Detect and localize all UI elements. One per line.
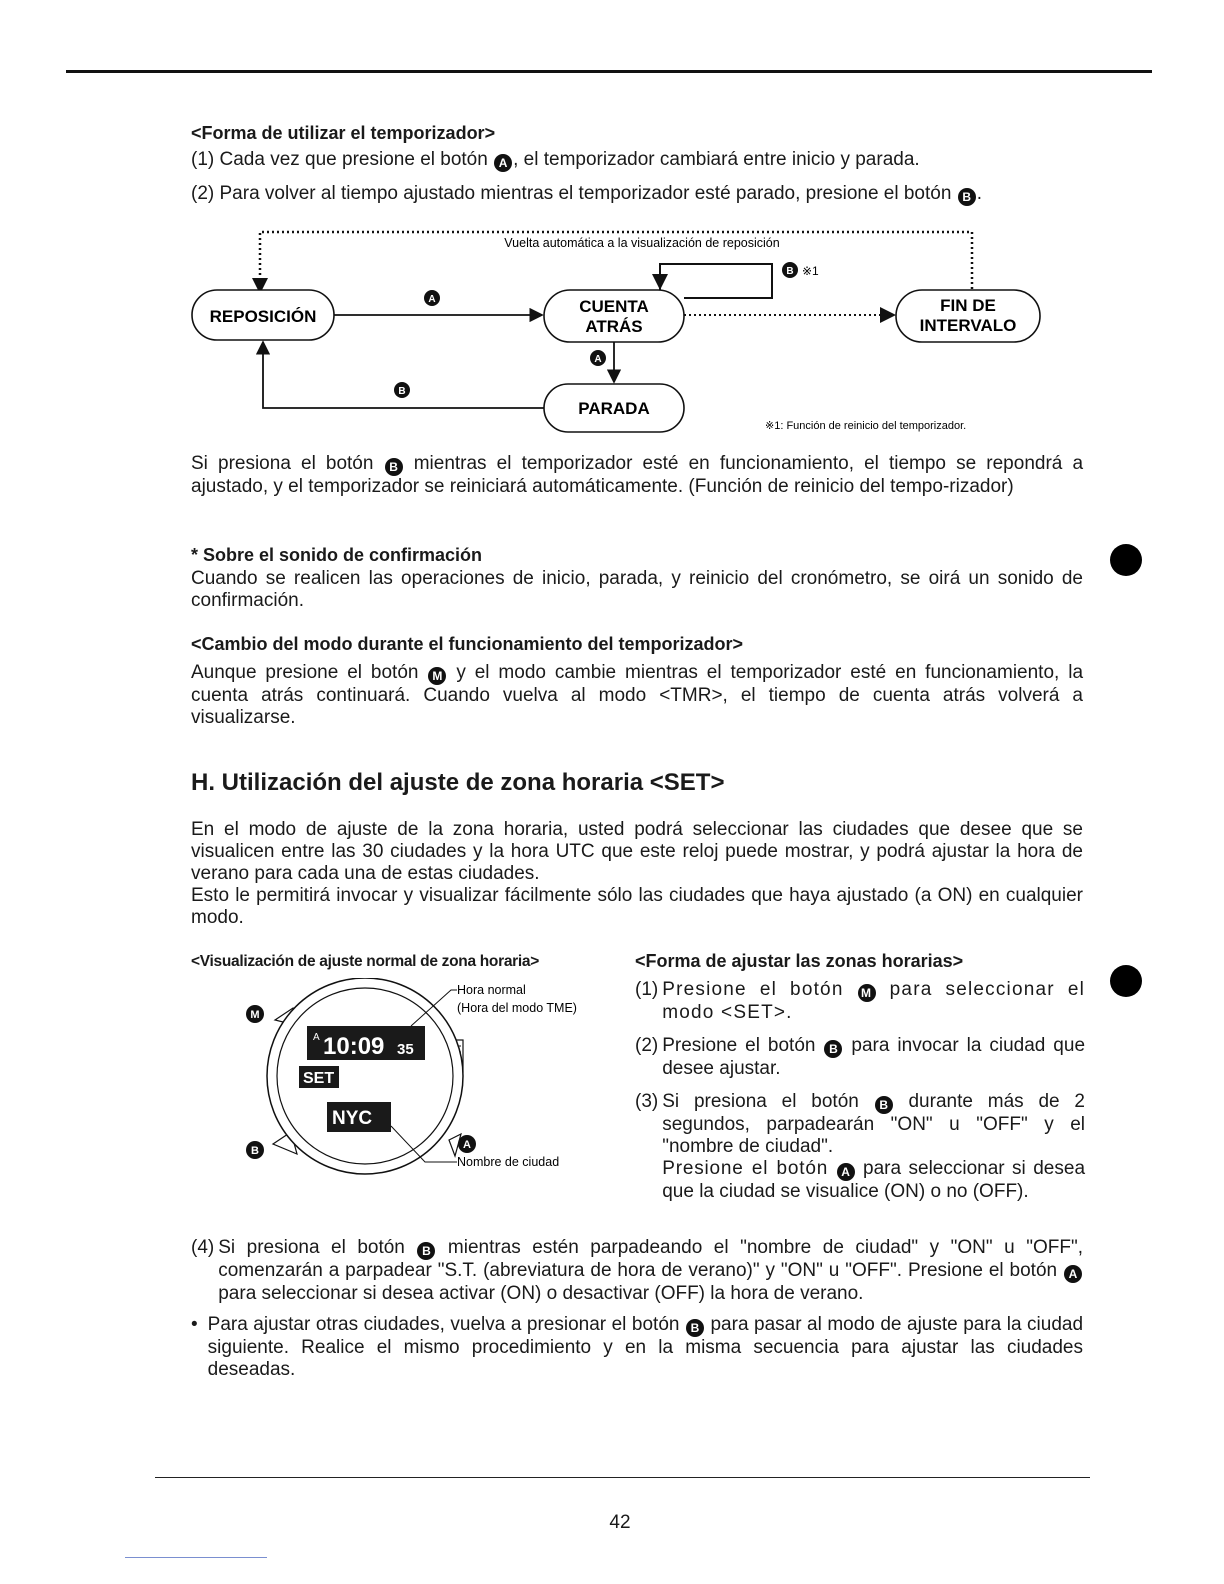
step-text <box>662 1091 1085 1203</box>
auto-return-label: Vuelta automática a la visualización de reposición <box>504 236 780 250</box>
button-b-icon: B <box>875 1096 893 1114</box>
button-a-icon: A <box>1064 1265 1082 1283</box>
step-3 <box>635 1091 1085 1203</box>
watch-button-m-label: M <box>250 1009 260 1021</box>
watch-button-a-label: A <box>463 1139 471 1151</box>
step-text-part: Presione el botón <box>662 1035 816 1056</box>
button-b-icon: B <box>385 458 403 476</box>
lcd-city: NYC <box>332 1108 373 1129</box>
button-b-icon: B <box>958 188 976 206</box>
confirm-sound-heading: * Sobre el sonido de confirmación <box>191 545 483 565</box>
para-text: Aunque presione el botón <box>191 662 419 683</box>
lcd-time: 10:09 <box>323 1033 385 1060</box>
lcd-prefix: A <box>313 1032 320 1043</box>
step-text <box>662 979 1085 1024</box>
step-text-part: para seleccionar si desea que la ciudad se visualice (ON) o no (OFF). <box>662 1158 1086 1202</box>
bullet-text <box>208 1314 1083 1381</box>
bullet-text-part: para pasar al modo de ajuste para la ciudad siguiente. Realice el mismo procedimiento y en la misma secuencia para ajustar las ciudades deseadas. <box>207 1314 1084 1380</box>
margin-dot-marker <box>1110 544 1142 576</box>
mode-change-text <box>191 662 1083 729</box>
step-number: (4) <box>191 1237 215 1258</box>
node-end-label-2: INTERVALO <box>919 316 1017 335</box>
flow-button-a-label: A <box>428 294 436 305</box>
step-4 <box>191 1237 1083 1305</box>
section-h-title: H. Utilización del ajuste de zona horaria <SET> <box>191 769 725 796</box>
item-text: (2) Para volver al tiempo ajustado mientras el temporizador esté parado, presione el botón <box>191 183 952 204</box>
step-text-part: para seleccionar si desea activar (ON) o desactivar (OFF) la hora de verano. <box>218 1283 864 1304</box>
node-countdown-label-1: CUENTA <box>579 297 649 316</box>
set-zones-heading: <Forma de ajustar las zonas horarias> <box>635 951 964 971</box>
para-text: Si presiona el botón <box>191 453 374 474</box>
bullet-text-part: Para ajustar otras ciudades, vuelva a presionar el botón <box>207 1314 680 1335</box>
para-text: mientras el temporizador esté en funcionamiento, el tiempo se repondrá a ajustado, y el temporizador se reiniciará automáticamente. (Función de reinicio del tempo-rizador) <box>191 453 1084 497</box>
step-text-part: Presione el botón <box>662 1158 829 1179</box>
button-b-icon: B <box>686 1319 704 1337</box>
step-text-part: Si presiona el botón <box>218 1237 405 1258</box>
button-a-icon: A <box>837 1163 855 1181</box>
restart-paragraph <box>191 453 1083 498</box>
node-countdown-label-2: ATRÁS <box>585 317 643 336</box>
item-text: . <box>976 183 982 204</box>
watch-heading: <Visualización de ajuste normal de zona horaria> <box>191 953 539 970</box>
timer-use-item-2 <box>191 183 1091 206</box>
step-text-part: mientras estén parpadeando el "nombre de ciudad" y "ON" u "OFF", comenzarán a parpadear "S.T. (abreviatura de hora de verano)" y "ON" u "OFF". Presione el botón <box>218 1237 1084 1281</box>
node-stop-label: PARADA <box>578 399 650 418</box>
step-number: (1) <box>635 979 659 1000</box>
watch-button-b-label: B <box>251 1145 259 1157</box>
bottom-link-line <box>125 1557 267 1558</box>
watch-illustration <box>235 978 615 1193</box>
step-text-part: Si presiona el botón <box>662 1091 859 1112</box>
button-m-icon: M <box>428 667 446 685</box>
mode-change-heading: <Cambio del modo durante el funcionamiento del temporizador> <box>191 634 744 654</box>
step-text <box>662 1035 1085 1080</box>
page-number: 42 <box>609 1512 631 1533</box>
other-cities-bullet <box>191 1314 1083 1381</box>
step-text-part: para seleccionar el modo <SET>. <box>662 979 1086 1023</box>
node-reset-label: REPOSICIÓN <box>209 307 317 326</box>
section-h-intro-2: Esto le permitirá invocar y visualizar fácilmente sólo las ciudades que haya ajustado (a ON) en cualquier modo. <box>191 885 1083 928</box>
step-number: (3) <box>635 1091 659 1112</box>
step-text-part: durante más de 2 segundos, parpadearán "ON" u "OFF" y el "nombre de ciudad". <box>662 1091 1085 1157</box>
timer-use-item-1 <box>191 149 1091 172</box>
button-b-icon: B <box>417 1242 435 1260</box>
lcd-seconds: 35 <box>397 1041 414 1058</box>
flow-button-b-reset-label: B <box>398 386 406 397</box>
label-normal-time: Hora normal <box>457 983 526 997</box>
timer-flow-diagram <box>180 222 1060 437</box>
bullet-mark: • <box>191 1314 198 1335</box>
confirm-sound-text: Cuando se realicen las operaciones de inicio, parada, y reinicio del cronómetro, se oirá un sonido de confirmación. <box>191 568 1083 611</box>
lcd-mode: SET <box>303 1070 335 1087</box>
step-number: (2) <box>635 1035 659 1056</box>
step-text-part: para invocar la ciudad que desee ajustar. <box>662 1035 1086 1079</box>
bottom-rule <box>155 1477 1090 1478</box>
label-city-name: Nombre de ciudad <box>457 1155 560 1169</box>
step-1 <box>635 979 1085 1024</box>
item-text: (1) Cada vez que presione el botón <box>191 149 488 170</box>
flow-note-mark: ※1 <box>802 264 819 278</box>
step-text <box>218 1237 1083 1305</box>
margin-dot-marker <box>1110 965 1142 997</box>
button-b-icon: B <box>824 1040 842 1058</box>
flow-button-a-stop-label: A <box>594 354 602 365</box>
item-text: , el temporizador cambiará entre inicio y parada. <box>513 149 920 170</box>
label-tme: (Hora del modo TME) <box>457 1001 577 1015</box>
node-end-label-1: FIN DE <box>940 296 996 315</box>
step-2 <box>635 1035 1085 1080</box>
button-m-icon: M <box>858 984 876 1002</box>
section-h-intro-1: En el modo de ajuste de la zona horaria, usted podrá seleccionar las ciudades que desee que se visualicen entre las 30 ciudades y la hora UTC que este reloj puede mostrar, y podrá ajustar la hora de verano para cada una de estas ciudades. <box>191 819 1083 884</box>
step-text-part: Presione el botón <box>662 979 844 1000</box>
button-a-icon: A <box>494 154 512 172</box>
timer-use-heading: <Forma de utilizar el temporizador> <box>191 123 496 143</box>
para-text: y el modo cambie mientras el temporizador esté en funcionamiento, la cuenta atrás continuará. Cuando vuelva al modo <TMR>, el tiempo de cuenta atrás volverá a visualizarse. <box>191 662 1084 728</box>
flow-button-b-restart-label: B <box>786 266 794 277</box>
flow-footnote: ※1: Función de reinicio del temporizador. <box>765 420 967 432</box>
top-rule <box>66 70 1152 73</box>
